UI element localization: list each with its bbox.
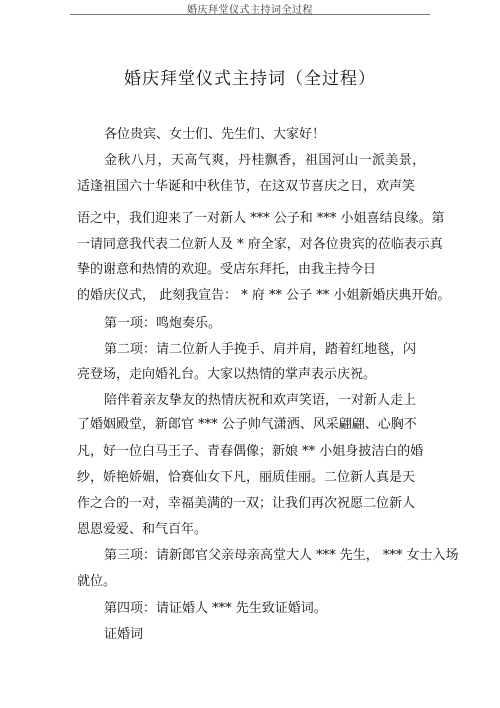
document-title: 婚庆拜堂仪式主持词（全过程） [124, 69, 376, 89]
body-line: 凡，好一位白马王子、青春偶像；新娘 ** 小姐身披洁白的婚 [77, 444, 424, 459]
body-line: 陪伴着亲友挚友的热情庆祝和欢声笑语，一对新人走上 [104, 393, 417, 408]
body-line: 语之中，我们迎来了一对新人 *** 公子和 *** 小姐喜结良缘。第 [77, 211, 445, 226]
body-line: 挚的谢意和热情的欢迎。受店东拜托，由我主持今日 [77, 262, 377, 277]
body-line: 了婚姻殿堂，新郎官 *** 公子帅气潇洒、风采翩翩、心胸不 [77, 417, 417, 432]
body-line: 适逢祖国六十华诞和中秋佳节，在这双节喜庆之日，欢声笑 [77, 179, 416, 194]
section-heading: 证婚词 [104, 627, 144, 642]
body-line: 一请同意我代表二位新人及 * 府全家，对各位贵宾的莅临表示真 [77, 237, 443, 252]
body-line: 就位。 [77, 574, 117, 589]
body-line: 纱，娇艳娇媚，恰赛仙女下凡，丽质佳丽。二位新人真是天 [77, 470, 416, 485]
body-line: 恩恩爱爱、和气百年。 [77, 522, 208, 537]
body-line: 作之合的一对，幸福美满的一双；让我们再次祝愿二位新人 [77, 496, 416, 511]
greeting-line: 各位贵宾、女士们、先生们、大家好！ [104, 127, 326, 142]
item-one-line: 第一项：鸣炮奏乐。 [104, 316, 222, 331]
item-three-line: 第三项：请新郎官父亲母亲高堂大人 *** 先生， *** 女士入场 [104, 548, 459, 563]
body-line: 的婚庆仪式， 此刻我宣告： * 府 ** 公子 ** 小姐新婚庆典开始。 [77, 288, 451, 303]
item-two-line: 第二项：请二位新人手挽手、肩并肩，踏着红地毯，闪 [104, 342, 417, 357]
header-rule [70, 14, 430, 15]
body-line: 亮登场，走向婚礼台。大家以热情的掌声表示庆祝。 [77, 367, 377, 382]
running-header: 婚庆拜堂仪式主持词全过程 [187, 5, 313, 16]
item-four-line: 第四项：请证婚人 *** 先生致证婚词。 [104, 601, 327, 616]
body-line: 金秋八月，天高气爽，丹桂飘香，祖国河山一派美景， [104, 153, 426, 168]
